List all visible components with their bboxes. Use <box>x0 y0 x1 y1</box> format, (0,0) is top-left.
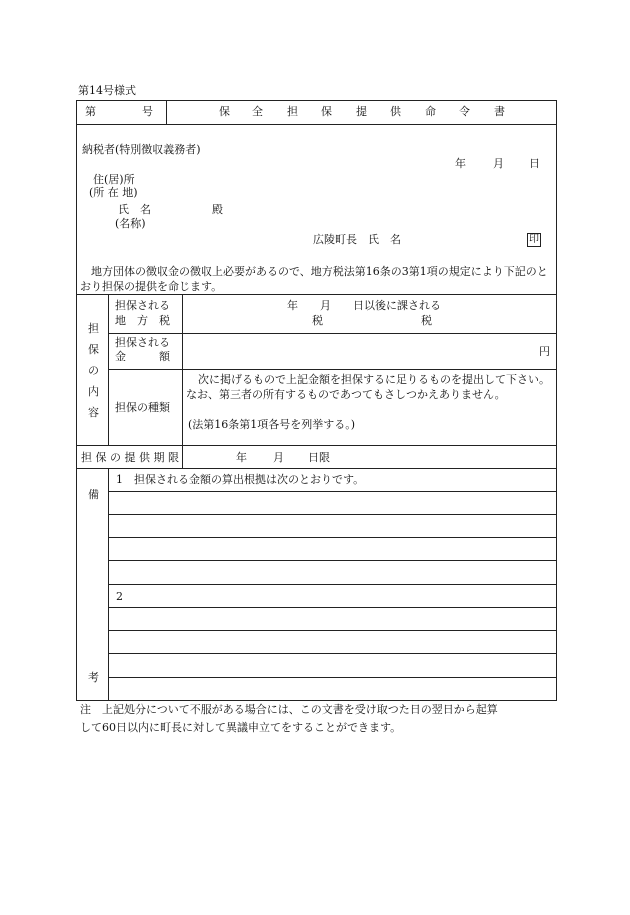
amount-row-line <box>108 369 557 370</box>
frame-bottom <box>76 700 557 701</box>
doc-title-5: 提 <box>356 105 367 118</box>
remarks-line-5 <box>108 584 557 585</box>
number-label-2: 号 <box>142 105 153 118</box>
deadline-year: 年 <box>236 451 247 464</box>
remarks-line-7 <box>108 630 557 631</box>
remarks-char-2: 考 <box>88 671 99 684</box>
content-top-line <box>76 294 557 295</box>
date-day: 日 <box>529 157 540 170</box>
address-label: 住(居)所 <box>93 173 135 186</box>
tax-label-line1: 担保される <box>115 299 170 312</box>
note-line-1: 注 上記処分について不服がある場合には、この文書を受け取つた日の翌日から起算 <box>80 703 498 716</box>
frame-left <box>76 100 77 701</box>
number-label-1: 第 <box>85 105 96 118</box>
doc-title-8: 令 <box>459 105 470 118</box>
deadline-month: 月 <box>273 451 284 464</box>
tax-value-tax-2: 税 <box>421 314 432 327</box>
doc-title-6: 供 <box>390 105 401 118</box>
header-split <box>166 100 167 124</box>
remarks-line-1 <box>108 491 557 492</box>
order-text: 地方団体の徴収金の徴収上必要があるので、地方税法第16条の3第1項の規定により下記のとおり担保の提供を命じます。 <box>80 265 548 293</box>
deadline-day: 日限 <box>308 451 330 464</box>
amount-label-line1: 担保される <box>115 336 170 349</box>
remarks-line-3 <box>108 537 557 538</box>
amount-unit: 円 <box>539 345 550 358</box>
tax-label-line2: 地 方 税 <box>115 314 170 327</box>
frame-top <box>76 100 557 101</box>
date-year: 年 <box>455 157 466 170</box>
type-text: 次に掲げるもので上記金額を担保するに足りるものを提出して下さい。なお、第三者の所有するものであつてもさしつかえありません。 <box>186 373 550 401</box>
tax-value-tax-1: 税 <box>312 314 323 327</box>
doc-title-7: 命 <box>425 105 436 118</box>
doc-title-9: 書 <box>494 105 505 118</box>
type-label: 担保の種類 <box>115 401 170 414</box>
amount-label-line2: 金 額 <box>115 350 170 363</box>
header-divider <box>76 124 557 125</box>
content-value-divider <box>182 294 183 446</box>
tax-row-line <box>108 333 557 334</box>
section-char-4: 内 <box>88 385 99 398</box>
content-label-divider <box>108 294 109 446</box>
remarks-line-4 <box>108 560 557 561</box>
content-bottom-line <box>76 445 557 446</box>
doc-title-4: 保 <box>321 105 332 118</box>
deadline-divider <box>182 445 183 469</box>
remarks-item-2: 2 <box>116 590 123 603</box>
corp-name-label: (名称) <box>115 217 146 230</box>
doc-title-1: 保 <box>219 105 230 118</box>
form-number: 第14号様式 <box>78 84 136 97</box>
location-label: (所 在 地) <box>89 186 138 199</box>
date-month: 月 <box>493 157 504 170</box>
section-char-1: 担 <box>88 322 99 335</box>
seal-mark: 印 <box>529 234 539 245</box>
remarks-char-1: 備 <box>88 488 99 501</box>
remarks-line-9 <box>108 677 557 678</box>
mayor-signature: 広陵町長 氏 名 <box>313 233 401 246</box>
type-note: (法第16条第1項各号を列挙する。) <box>188 418 356 431</box>
tax-value-date: 年 月 日以後に課される <box>287 299 441 312</box>
name-label: 氏 名 <box>118 203 151 216</box>
deadline-bottom-line <box>76 468 557 469</box>
remarks-line-6 <box>108 607 557 608</box>
doc-title-2: 全 <box>252 105 263 118</box>
frame-right <box>556 100 557 701</box>
section-char-3: の <box>88 364 99 377</box>
note-line-2: して60日以内に町長に対して異議申立てをすることができます。 <box>80 721 402 734</box>
remarks-line-8 <box>108 653 557 654</box>
deadline-label: 担 保 の 提 供 期 限 <box>81 451 179 464</box>
taxpayer-label: 納税者(特別徴収義務者) <box>82 143 201 156</box>
remarks-line-2 <box>108 514 557 515</box>
remarks-item-1: 1 担保される金額の算出根拠は次のとおりです。 <box>116 473 365 486</box>
honorific: 殿 <box>212 203 223 216</box>
section-char-2: 保 <box>88 343 99 356</box>
section-char-5: 容 <box>88 406 99 419</box>
doc-title-3: 担 <box>287 105 298 118</box>
